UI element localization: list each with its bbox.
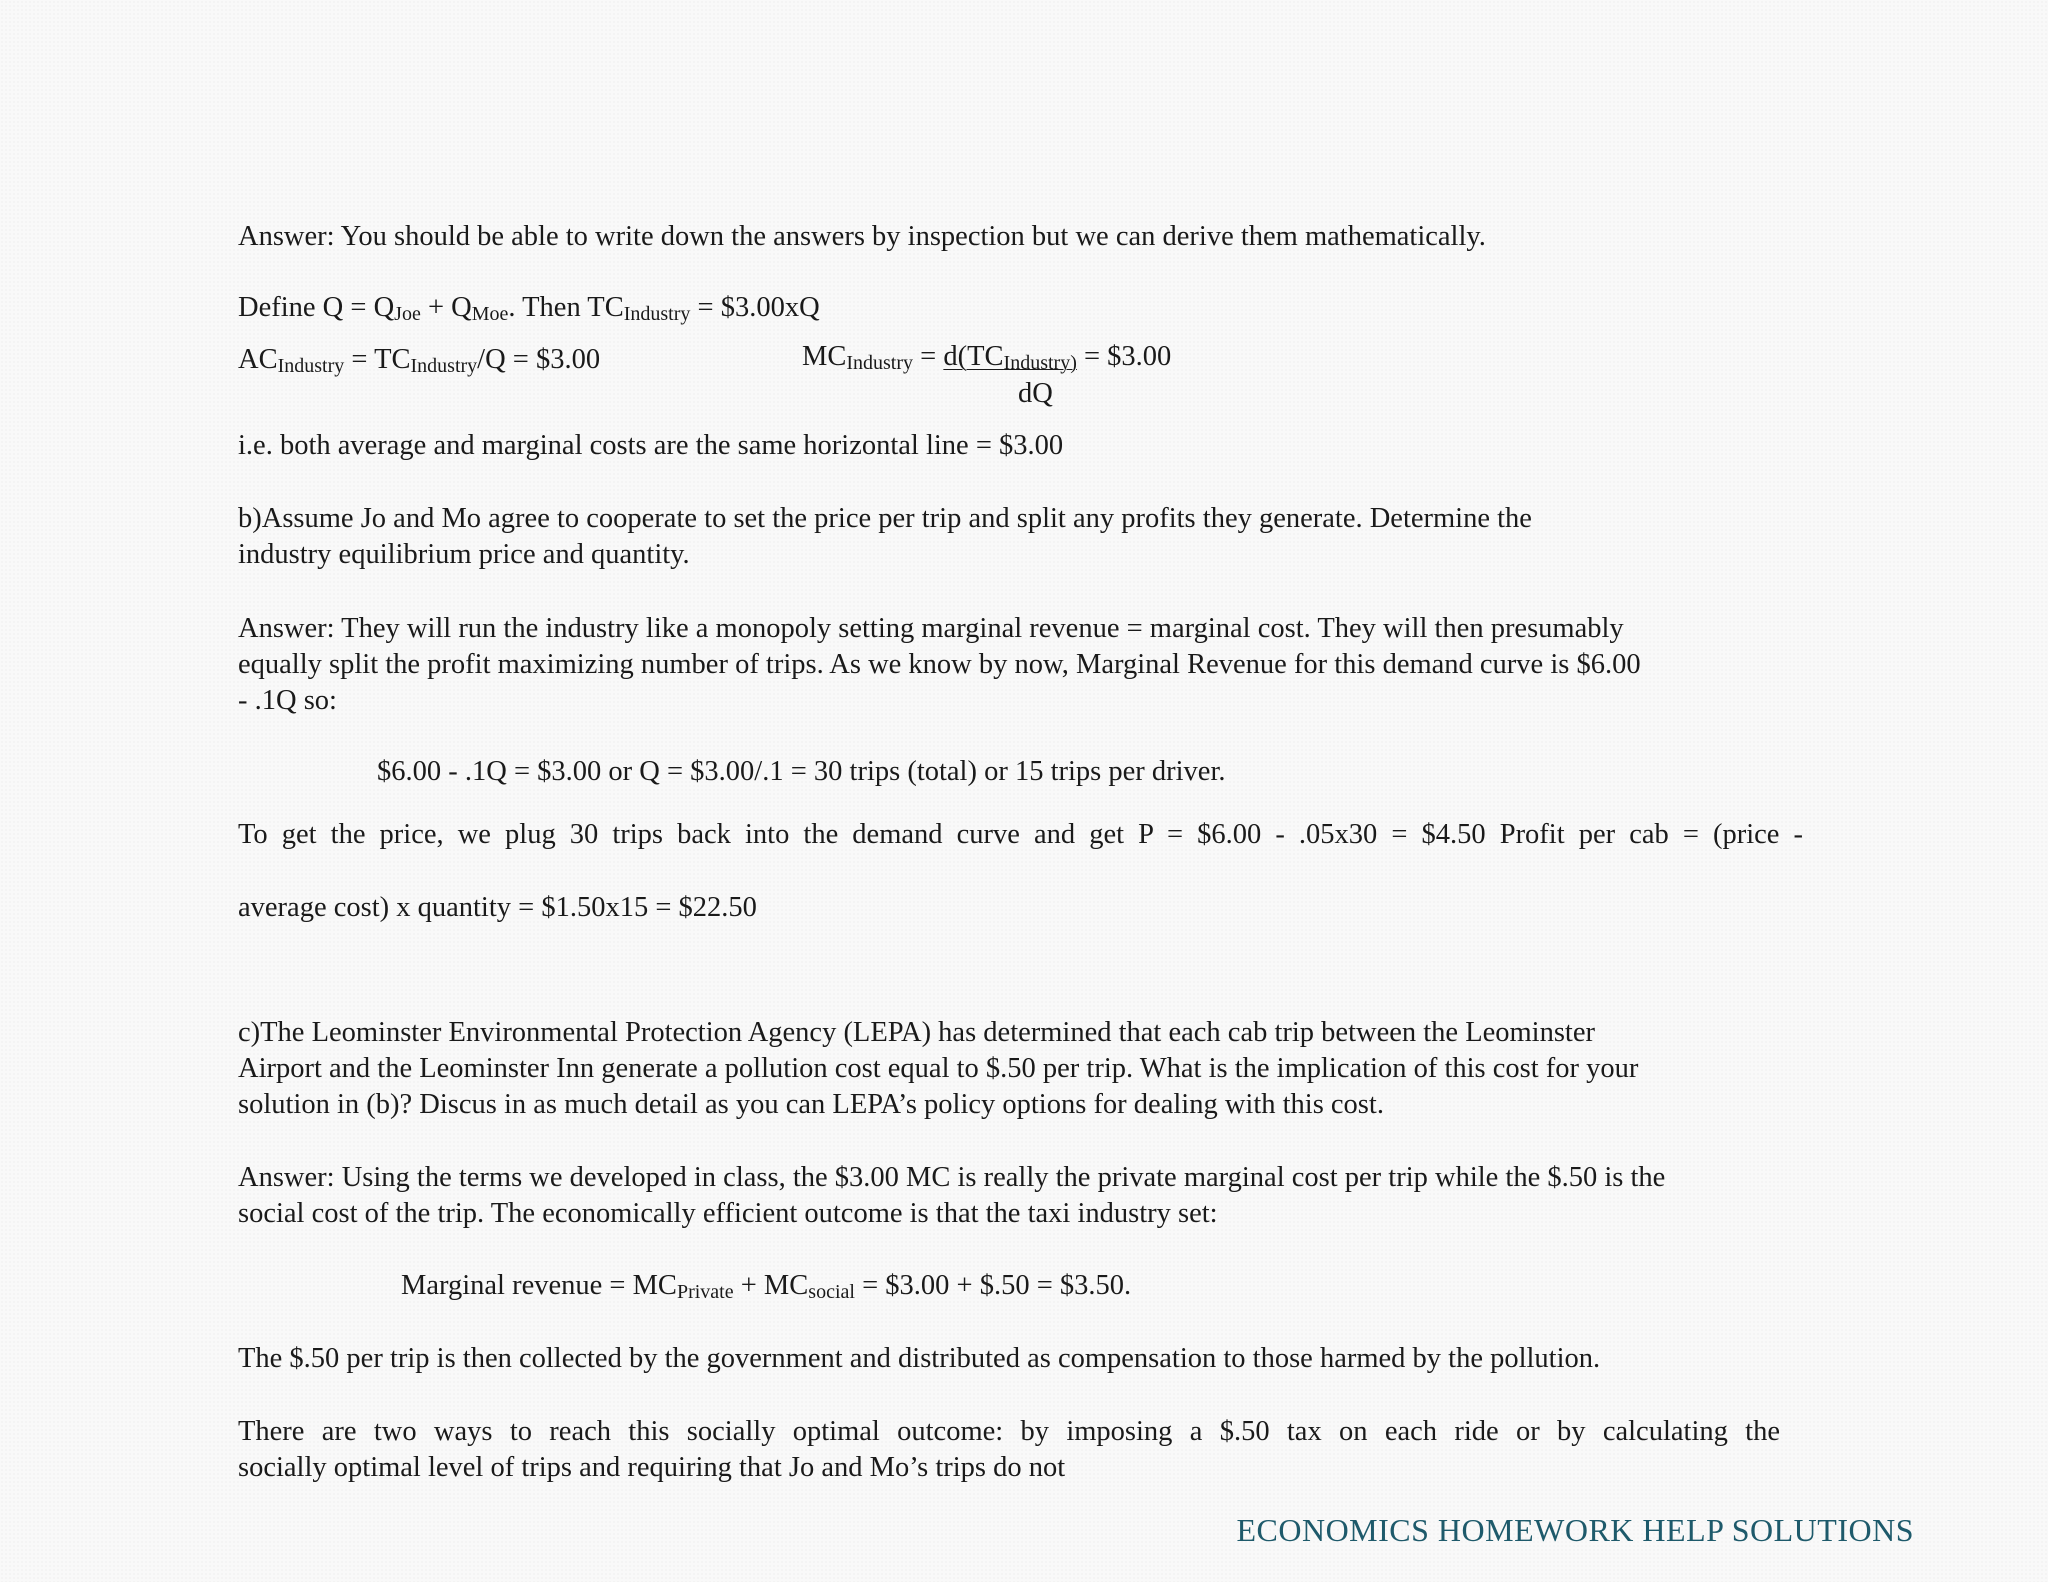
ie-line: i.e. both average and marginal costs are the same horizontal line = $3.00 [238, 430, 1064, 461]
mc-fraction-numerator: $d(TC_{Industry)}$ [943, 341, 1077, 374]
ac-industry-line: $AC_{Industry} = TC_{Industry}/Q$ = $3.00 [238, 344, 601, 377]
footer-brand: ECONOMICS HOMEWORK HELP SOLUTIONS [1236, 1512, 1914, 1548]
answer-c-line-2: social cost of the trip. The economically efficient outcome is that the taxi industry set: [238, 1198, 1218, 1229]
answer-c-line-1: Answer: Using the terms we developed in class, the $3.00 MC is really the private marginal cost per trip while the $.50 is the [238, 1162, 1666, 1193]
answer-b-line-2: equally split the profit maximizing number of trips. As we know by now, Marginal Revenue for this demand curve is $6.00 [238, 649, 1641, 680]
define-q-line: Define $Q = Q_{Joe} + Q_{Moe}$. Then $TC_{Industry}$ = $3.00xQ [238, 292, 820, 325]
profit-line: average cost) x quantity = $1.50x15 = $22.50 [238, 892, 757, 923]
mc-industry-line: $MC_{Industry} = d(TC_{Industry)}$ = $3.00 [802, 341, 1172, 374]
collected-line: The $.50 per trip is then collected by the government and distributed as compensation to those harmed by the pollution. [238, 1343, 1601, 1374]
answer-b-line-1: Answer: They will run the industry like a monopoly setting marginal revenue = marginal cost. They will then presumably [238, 613, 1624, 644]
question-b-line-1: b)Assume Jo and Mo agree to cooperate to set the price per trip and split any profits they generate. Determine the [238, 503, 1532, 534]
question-c-line-1: c)The Leominster Environmental Protection Agency (LEPA) has determined that each cab trip between the Leominster [238, 1017, 1595, 1048]
price-line: To get the price, we plug 30 trips back into the demand curve and get P = $6.00 - .05x30 = $4.50 Profit per cab = (price - [238, 819, 1803, 850]
answer-a-intro: Answer: You should be able to write down the answers by inspection but we can derive them mathematically. [238, 221, 1486, 252]
question-c-line-3: solution in (b)? Discus in as much detail as you can LEPA’s policy options for dealing with this cost. [238, 1089, 1384, 1120]
question-b-line-2: industry equilibrium price and quantity. [238, 539, 690, 570]
mc-fraction-denominator: dQ [1018, 378, 1053, 409]
answer-b-line-3: - .1Q so: [238, 685, 337, 716]
marginal-revenue-equation: Marginal revenue = $MC_{Private} + MC_{social}$ = $3.00 + $.50 = $3.50. [401, 1270, 1132, 1303]
equation-b: $6.00 - .1Q = $3.00 or Q = $3.00/.1 = 30 trips (total) or 15 trips per driver. [377, 756, 1226, 787]
two-ways-line-1: There are two ways to reach this socially optimal outcome: by imposing a $.50 tax on each ride or by calculating the [238, 1416, 1780, 1447]
two-ways-line-2: socially optimal level of trips and requiring that Jo and Mo’s trips do not [238, 1452, 1066, 1483]
question-c-line-2: Airport and the Leominster Inn generate a pollution cost equal to $.50 per trip. What is the implication of this cost for your [238, 1053, 1639, 1084]
